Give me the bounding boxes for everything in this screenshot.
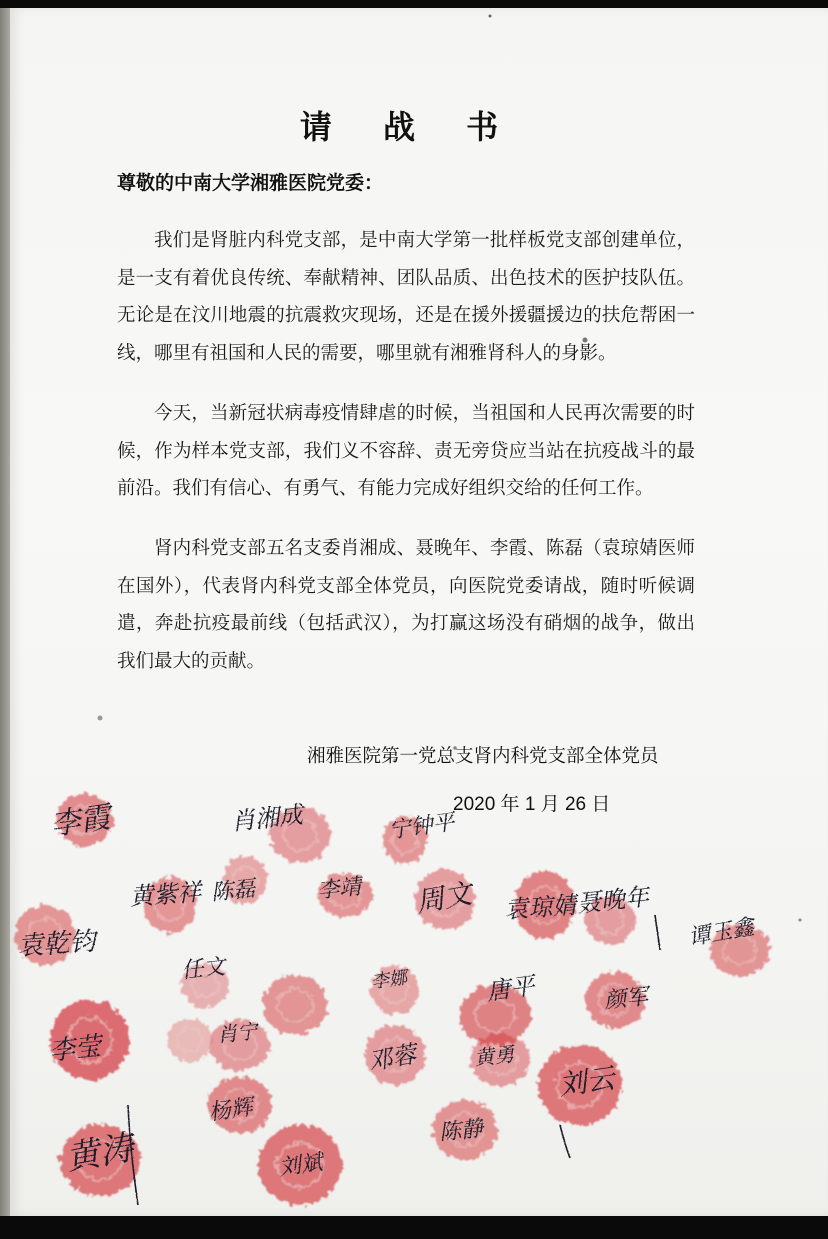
paragraph-2: 今天，当新冠状病毒疫情肆虐的时候，当祖国和人民再次需要的时候，作为样本党支部，我们义不容辞、责无旁贷应当站在抗疫战斗的最前沿。我们有信心、有勇气、有能力完成好组织交给的任何工作。: [117, 403, 695, 499]
handwritten-signature: 杨辉: [207, 1095, 255, 1126]
signatory: 湘雅医院第一党总支肾内科党支部全体党员: [307, 746, 659, 767]
handwritten-signature: 肖宁: [216, 1018, 259, 1047]
handwritten-signature: 袁乾钧: [16, 926, 97, 962]
handwritten-signature: 周文: [413, 876, 475, 919]
handwritten-signature: 李娜: [369, 967, 409, 993]
handwritten-signature: 李靖: [316, 874, 363, 904]
handwritten-signature: 陈磊: [210, 876, 257, 906]
handwritten-signature: 李霞: [48, 799, 113, 843]
pen-stroke: [560, 1125, 570, 1158]
handwritten-signature: 谭玉鑫: [686, 914, 757, 951]
handwritten-signature: 陈静: [438, 1116, 485, 1146]
pen-stroke: [655, 915, 660, 950]
handwritten-signature: 邓蓉: [366, 1039, 419, 1076]
handwritten-signature: 颜军: [603, 984, 650, 1014]
handwritten-signature: 黄勇: [473, 1041, 516, 1070]
document-date: 2020 年 1 月 26 日: [453, 794, 611, 815]
fingerprint-stamp: [263, 975, 327, 1035]
photo-bottom-border: [0, 1216, 828, 1239]
salutation: 尊敬的中南大学湘雅医院党委：: [117, 172, 384, 194]
paragraph-3: 肾内科党支部五名支委肖湘成、聂晚年、李霞、陈磊（袁琼婧医师在国外），代表肾内科党支部全体党员，向医院党委请战，随时听候调遣，奔赴抗疫最前线（包括武汉），为打赢这场没有硝烟的战争，做出我们最大的贡献。: [117, 538, 695, 672]
handwritten-signature: 袁琼婧: [503, 891, 578, 924]
handwritten-signature: 刘斌: [277, 1150, 325, 1181]
handwritten-signature: 任文: [180, 954, 227, 984]
paragraph-1: 我们是肾脏内科党支部，是中南大学第一批样板党支部创建单位，是一支有着优良传统、奉献精神、团队品质、出色技术的医护技队伍。无论是在汶川地震的抗震救灾现场，还是在援外援疆援边的扶危帮困一线，哪里有祖国和人民的需要，哪里就有湘雅肾科人的身影。: [117, 230, 695, 364]
handwritten-signature: 聂晚年: [575, 882, 651, 918]
handwritten-signature: 黄紫祥: [128, 878, 203, 911]
handwritten-signature: 宁钟平: [387, 809, 457, 844]
handwritten-signature: 黄涛: [62, 1127, 137, 1179]
document-title: 请 战 书: [299, 108, 519, 146]
fingerprint-stamp: [168, 1018, 212, 1062]
handwritten-signature: 肖湘成: [229, 800, 305, 836]
handwritten-signature: 李莹: [47, 1031, 103, 1067]
handwritten-signature: 唐平: [484, 971, 537, 1006]
handwritten-signature: 刘云: [556, 1061, 617, 1102]
